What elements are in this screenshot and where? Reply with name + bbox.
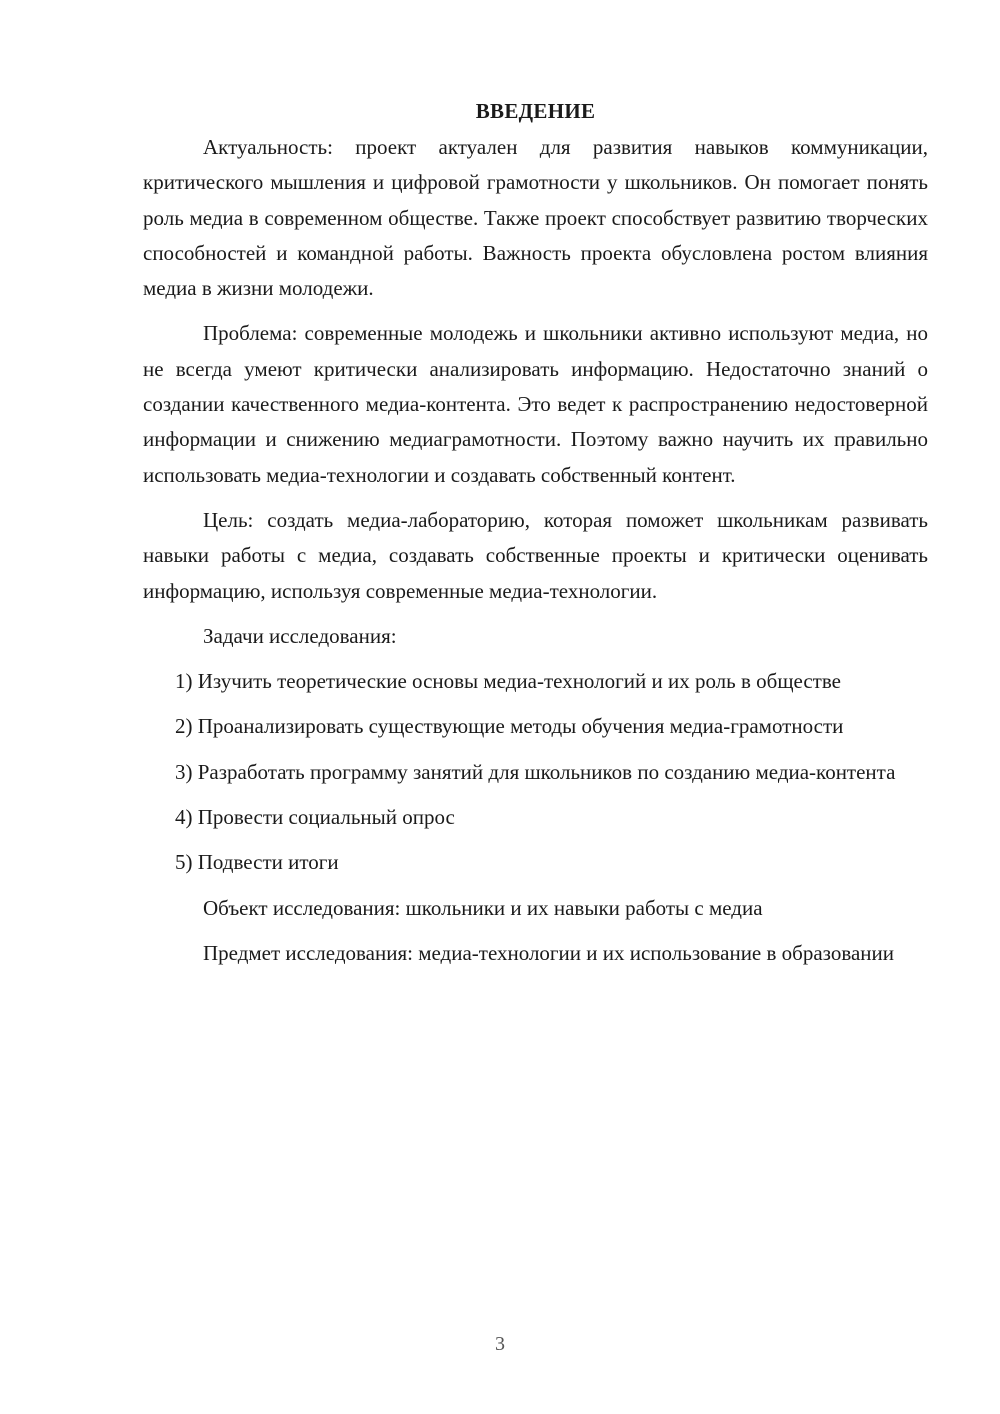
paragraph-relevance: Актуальность: проект актуален для развития навыков коммуникации, критического мышления и цифровой грамотности у школьников. Он помогает понять роль медиа в современном обществе. Также проект способствует развитию творческих способностей и командной работы. Важность проекта обусловлена ростом влияния медиа в жизни молодежи. [143, 135, 928, 301]
task-item-4: 4) Провести социальный опрос [175, 805, 455, 830]
task-item-3: 3) Разработать программу занятий для школьников по созданию медиа-контента [175, 759, 896, 784]
paragraph-object: Объект исследования: школьники и их навыки работы с медиа [203, 895, 763, 920]
task-item-5: 5) Подвести итоги [175, 850, 339, 875]
tasks-title: Задачи исследования: [203, 623, 397, 648]
task-item-1: 1) Изучить теоретические основы медиа-технологий и их роль в обществе [175, 669, 841, 694]
paragraph-subject: Предмет исследования: медиа-технологии и их использование в образовании [203, 940, 895, 965]
page-number: 3 [495, 1333, 505, 1355]
paragraph-goal: Цель: создать медиа-лабораторию, которая поможет школьникам развивать навыки работы с медиа, создавать собственные проекты и критически оценивать информацию, используя современные медиа-технологии. [143, 507, 928, 603]
document-page [143, 96, 928, 981]
paragraph-problem: Проблема: современные молодежь и школьники активно используют медиа, но не всегда умеют критически анализировать информацию. Недостаточно знаний о создании качественного медиа-контента. Это ведет к распространению недостоверной информации и снижению медиаграмотности. Поэтому важно научить их правильно использовать медиа-технологии и создавать собственный контент. [143, 321, 928, 487]
task-item-2: 2) Проанализировать существующие методы обучения медиа-грамотности [175, 714, 844, 739]
section-heading: ВВЕДЕНИЕ [475, 99, 596, 123]
